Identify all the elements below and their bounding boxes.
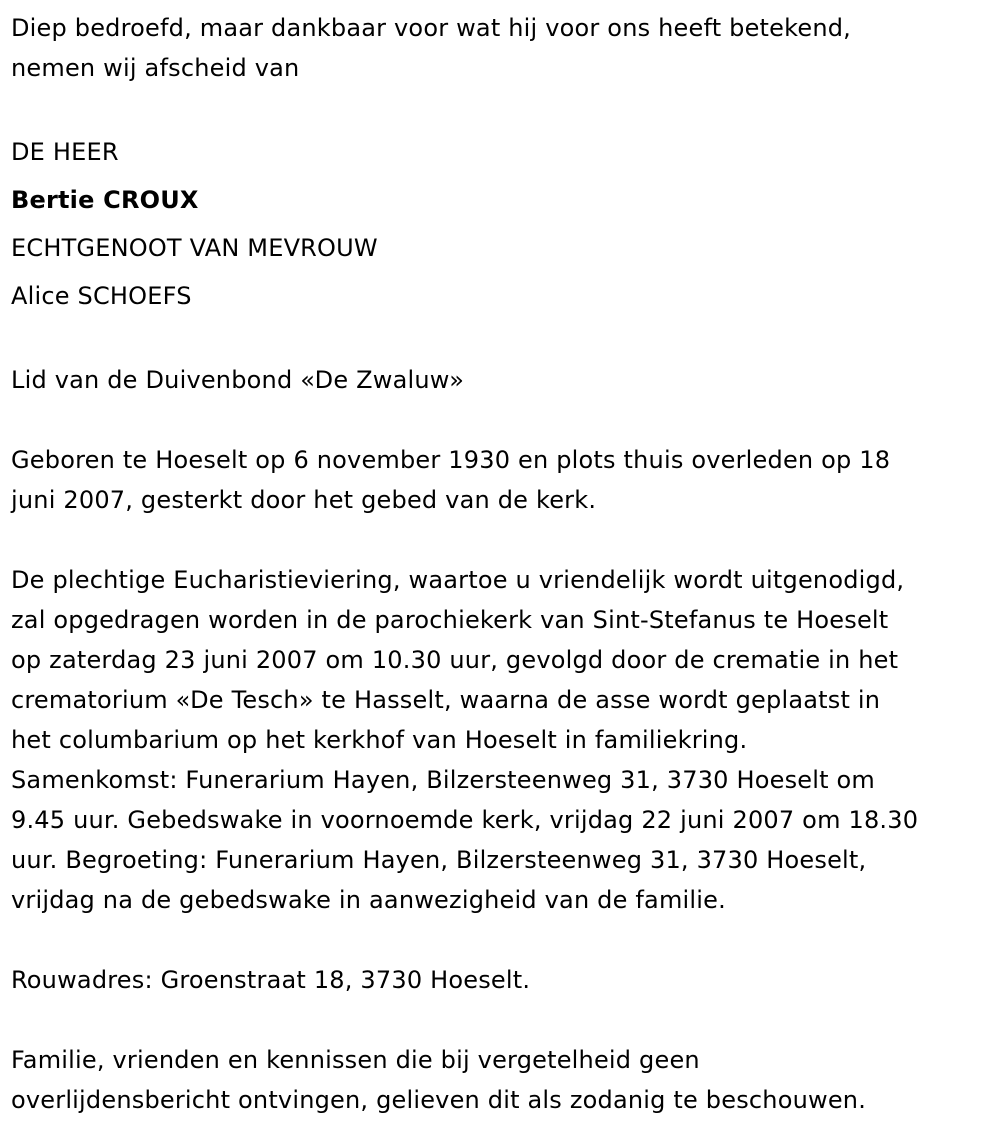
birth-death-line: juni 2007, gesterkt door het gebed van de kerk. xyxy=(11,486,597,514)
ceremony-line: crematorium «De Tesch» te Hasselt, waarna de asse wordt geplaatst in xyxy=(11,686,881,714)
ceremony-paragraph xyxy=(11,560,991,920)
intro-line: Diep bedroefd, maar dankbaar voor wat hij voor ons heeft betekend, xyxy=(11,14,852,42)
closing-line: Familie, vrienden en kennissen die bij vergetelheid geen xyxy=(11,1046,700,1074)
ceremony-line: uur. Begroeting: Funerarium Hayen, Bilzersteenweg 31, 3730 Hoeselt, xyxy=(11,846,867,874)
spacer xyxy=(11,400,991,440)
membership-line: Lid van de Duivenbond «De Zwaluw» xyxy=(11,366,465,394)
deceased-block xyxy=(11,128,991,320)
ceremony-line: De plechtige Eucharistieviering, waartoe u vriendelijk wordt uitgenodigd, xyxy=(11,566,905,594)
spouse-name: Alice SCHOEFS xyxy=(11,282,192,310)
spacer xyxy=(11,320,991,360)
deceased-relation: ECHTGENOOT VAN MEVROUW xyxy=(11,234,378,262)
ceremony-line: op zaterdag 23 juni 2007 om 10.30 uur, gevolgd door de crematie in het xyxy=(11,646,899,674)
obituary-notice xyxy=(11,8,991,1120)
ceremony-line: Samenkomst: Funerarium Hayen, Bilzersteenweg 31, 3730 Hoeselt om xyxy=(11,766,876,794)
intro-paragraph xyxy=(11,8,991,88)
closing-line: overlijdensbericht ontvingen, gelieven dit als zodanig te beschouwen. xyxy=(11,1086,867,1114)
ceremony-line: zal opgedragen worden in de parochiekerk van Sint-Stefanus te Hoeselt xyxy=(11,606,889,634)
intro-line: nemen wij afscheid van xyxy=(11,54,300,82)
ceremony-line: vrijdag na de gebedswake in aanwezigheid van de familie. xyxy=(11,886,726,914)
ceremony-line: het columbarium op het kerkhof van Hoeselt in familiekring. xyxy=(11,726,748,754)
birth-death-paragraph xyxy=(11,440,991,520)
deceased-title: DE HEER xyxy=(11,138,119,166)
spacer xyxy=(11,920,991,960)
spacer xyxy=(11,1000,991,1040)
spacer xyxy=(11,520,991,560)
deceased-name: Bertie CROUX xyxy=(11,186,199,214)
birth-death-line: Geboren te Hoeselt op 6 november 1930 en plots thuis overleden op 18 xyxy=(11,446,891,474)
closing-paragraph xyxy=(11,1040,991,1120)
spacer xyxy=(11,88,991,128)
mourning-address: Rouwadres: Groenstraat 18, 3730 Hoeselt. xyxy=(11,966,531,994)
ceremony-line: 9.45 uur. Gebedswake in voornoemde kerk, vrijdag 22 juni 2007 om 18.30 xyxy=(11,806,919,834)
